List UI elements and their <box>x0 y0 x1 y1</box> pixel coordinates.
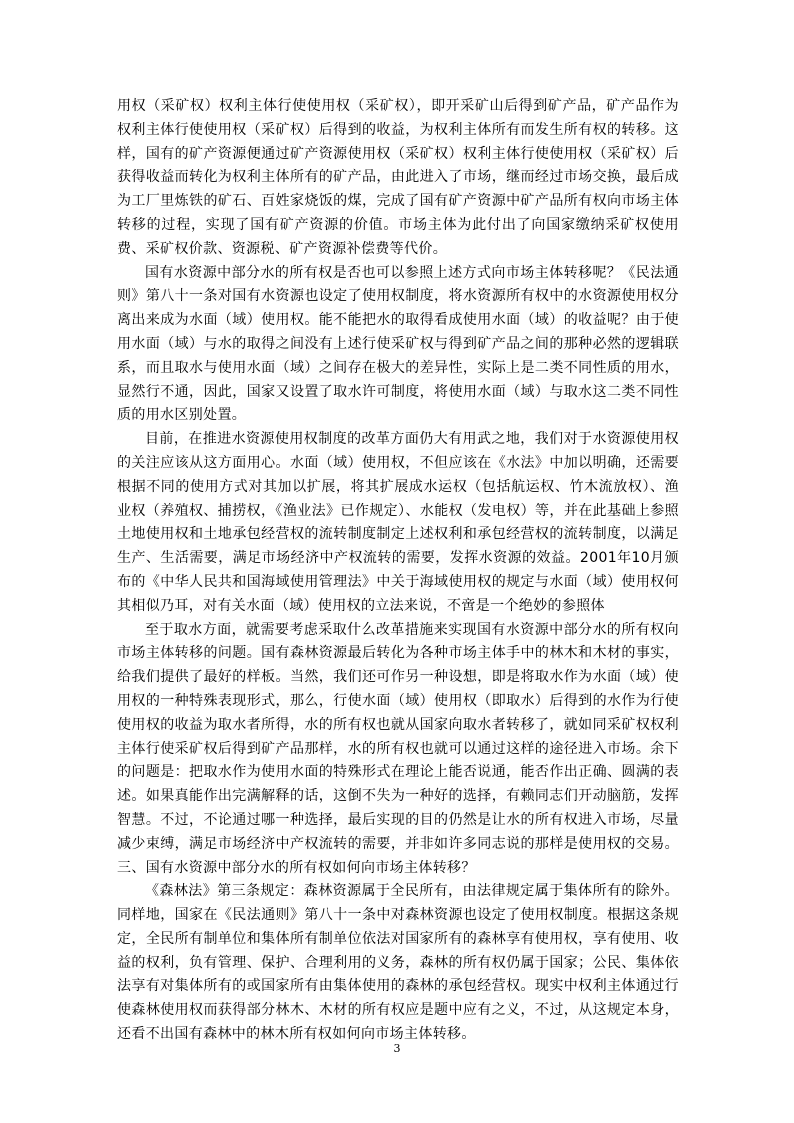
body-text <box>117 95 679 1047</box>
paragraph-forest-law: 《森林法》第三条规定：森林资源属于全民所有，由法律规定属于集体所有的除外。同样地，国家在《民法通则》第八十一条中对森林资源也设定了使用权制度。根据这条规定，全民所有制单位和集体所有制单位依法对国家所有的森林享有使用权，享有使用、收益的权利，负有管理、保护、合理利用的义务，森林的所有权仍属于国家；公民、集体依法享有对集体所有的或国家所有由集体使用的森林的承包经营权。现实中权利主体通过行使森林使用权而获得部分林木、木材的所有权应是题中应有之义，不过，从这规定本身，还看不出国有森林中的林木所有权如何向市场主体转移。 <box>117 883 679 1043</box>
paragraph-water-intake: 至于取水方面，就需要考虑采取什么改革措施来实现国有水资源中部分水的所有权向市场主体转移的问题。国有森林资源最后转化为各种市场主体手中的林木和木材的事实，给我们提供了最好的样板。当然，我们还可作另一种设想，即是将取水作为水面（域）使用权的一种特殊表现形式，那么，行使水面（域）使用权（即取水）后得到的水作为行使使用权的收益为取水者所得，水的所有权也就从国家向取水者转移了，就如同采矿权权利主体行使采矿权后得到矿产品那样，水的所有权也就可以通过这样的途径进入市场。余下的问题是：把取水作为使用水面的特殊形式在理论上能否说通，能否作出正确、圆满的表述。如果真能作出完满解释的话，这倒不失为一种好的选择，有赖同志们开动脑筋，发挥智慧。不过，不论通过哪一种选择，最后实现的目的仍然是让水的所有权进入市场，尽量减少束缚，满足市场经济中产权流转的需要，并非如许多同志说的那样是使用权的交易。 三、国有水资源中部分水的所有权如何向市场主体转移？ <box>117 621 679 876</box>
page-number: 3 <box>393 1042 401 1055</box>
paragraph-mining-rights: 用权（采矿权）权利主体行使使用权（采矿权），即开采矿山后得到矿产品，矿产品作为权利主体行使使用权（采矿权）后得到的收益，为权利主体所有而发生所有权的转移。这样，国有的矿产资源便通过矿产资源使用权（采矿权）权利主体行使使用权（采矿权）后获得收益而转化为权利主体所有的矿产品，由此进入了市场，继而经过市场交换，最后成为工厂里炼铁的矿石、百姓家烧饭的煤，完成了国有矿产资源中矿产品所有权向市场主体转移的过程，实现了国有矿产资源的价值。市场主体为此付出了向国家缴纳采矿权使用费、采矿权价款、资源税、矿产资源补偿费等代价。 <box>117 98 679 257</box>
paragraph-water-use-rights-reform: 目前，在推进水资源使用权制度的改革方面仍大有用武之地，我们对于水资源使用权的关注应该从这方面用心。水面（域）使用权，不但应该在《水法》中加以明确，还需要根据不同的使用方式对其加以扩展，将其扩展成水运权（包括航运权、竹木流放权）、渔业权（养殖权、捕捞权，《渔业法》已作规定）、水能权（发电权）等，并在此基础上参照土地使用权和土地承包经营权的流转制度制定上述权利和承包经营权的流转制度，以满足生产、生活需要，满足市场经济中产权流转的需要，发挥水资源的效益。2001年10月颁布的《中华人民共和国海域使用管理法》中关于海域使用权的规定与水面（域）使用权何其相似乃耳，对有关水面（域）使用权的立法来说，不啻是一个绝妙的参照体 <box>117 431 679 614</box>
paragraph-water-ownership: 国有水资源中部分水的所有权是否也可以参照上述方式向市场主体转移呢？《民法通则》第八十一条对国有水资源也设定了使用权制度，将水资源所有权中的水资源使用权分离出来成为水面（域）使用权。能不能把水的取得看成使用水面（域）的收益呢？由于使用水面（域）与水的取得之间没有上述行使采矿权与得到矿产品之间的那种必然的逻辑联系，而且取水与使用水面（域）之间存在极大的差异性，实际上是二类不同性质的用水，显然行不通，因此，国家又设置了取水许可制度，将使用水面（域）与取水这二类不同性质的用水区别处置。 <box>117 264 679 424</box>
